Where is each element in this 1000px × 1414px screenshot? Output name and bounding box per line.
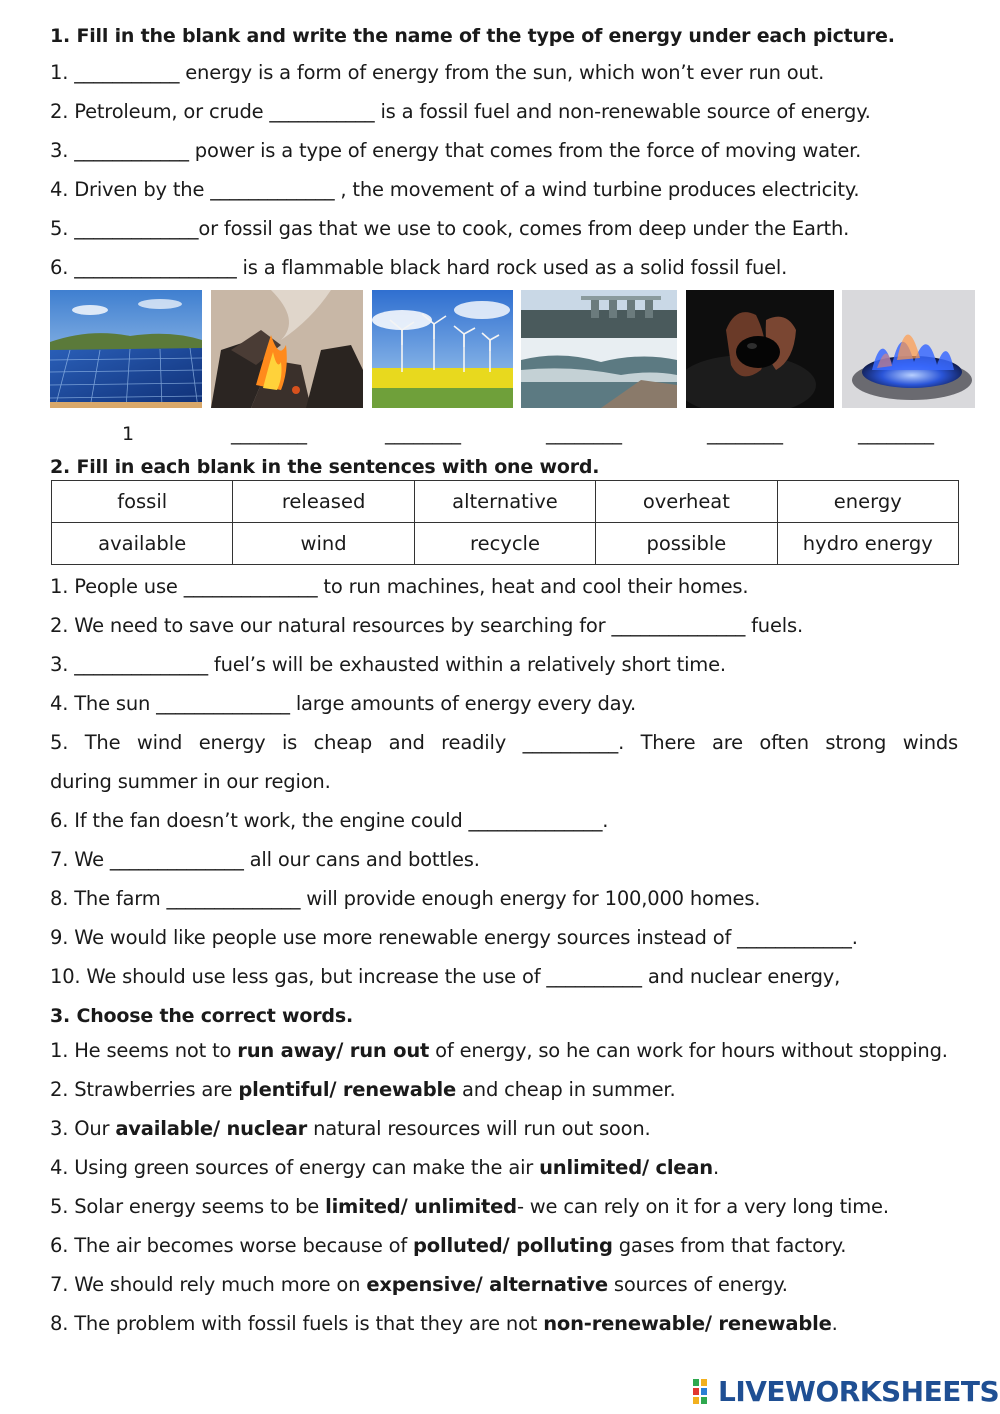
section3-item-3 xyxy=(50,1117,651,1140)
word-bank-cell: fossil xyxy=(52,481,233,523)
section2-line-1: 1. People use ______________ to run machines, heat and cool their homes. xyxy=(50,575,749,598)
item-text: 3. Our xyxy=(50,1117,116,1140)
item-text: and cheap in summer. xyxy=(456,1078,676,1101)
section3-item-8 xyxy=(50,1312,838,1335)
choice-options[interactable]: unlimited/ clean xyxy=(539,1156,713,1179)
picture-answer-blank-6[interactable]: ________ xyxy=(858,423,934,445)
word-bank-cell: alternative xyxy=(414,481,595,523)
burning-coal-photo xyxy=(211,290,363,408)
picture-label-1: 1 xyxy=(122,423,135,445)
liveworksheets-logo-icon xyxy=(692,1377,716,1405)
item-text: 7. We should rely much more on xyxy=(50,1273,367,1296)
section2-line-3: 3. ______________ fuel’s will be exhausted within a relatively short time. xyxy=(50,653,726,676)
word-bank-cell: available xyxy=(52,523,233,565)
item-text: 5. Solar energy seems to be xyxy=(50,1195,326,1218)
picture-answer-blank-4[interactable]: ________ xyxy=(546,423,622,445)
item-text: 8. The problem with fossil fuels is that they are not xyxy=(50,1312,544,1335)
word-bank-cell: hydro energy xyxy=(777,523,958,565)
liveworksheets-logo xyxy=(692,1373,999,1409)
picture-answer-blank-5[interactable]: ________ xyxy=(707,423,783,445)
section2-line-8: 8. The farm ______________ will provide enough energy for 100,000 homes. xyxy=(50,887,761,910)
item-text: gases from that factory. xyxy=(612,1234,847,1257)
section2-line-5-cont: during summer in our region. xyxy=(50,770,331,793)
choice-options[interactable]: available/ nuclear xyxy=(115,1117,308,1140)
word-bank-cell: recycle xyxy=(414,523,595,565)
item-text: 6. The air becomes worse because of xyxy=(50,1234,414,1257)
item-text: . xyxy=(831,1312,838,1335)
section2-line-6: 6. If the fan doesn’t work, the engine could ______________. xyxy=(50,809,609,832)
section1-line-5: 5. _____________or fossil gas that we use to cook, comes from deep under the Earth. xyxy=(50,217,850,240)
section3-item-1 xyxy=(50,1039,948,1062)
word-bank-cell: wind xyxy=(233,523,414,565)
choice-options[interactable]: polluted/ polluting xyxy=(413,1234,613,1257)
item-text: 2. Strawberries are xyxy=(50,1078,239,1101)
item-text: - we can rely on it for a very long time. xyxy=(516,1195,889,1218)
section2-line-2: 2. We need to save our natural resources by searching for ______________ fuels. xyxy=(50,614,803,637)
word-bank-cell: possible xyxy=(596,523,777,565)
section1-line-1: 1. ___________ energy is a form of energy from the sun, which won’t ever run out. xyxy=(50,61,825,84)
logo-text: LIVEWORKSHEETS xyxy=(718,1374,1000,1408)
solar-panels-photo xyxy=(50,290,202,408)
item-text: of energy, so he can work for hours without stopping. xyxy=(429,1039,948,1062)
word-bank-row xyxy=(52,481,959,523)
section2-line-5: 5. The wind energy is cheap and readily __________. There are often strong winds xyxy=(50,731,958,754)
item-text: . xyxy=(712,1156,719,1179)
section2-line-9: 9. We would like people use more renewable energy sources instead of ____________. xyxy=(50,926,858,949)
gas-flame-photo xyxy=(842,290,975,408)
section2-heading: 2. Fill in each blank in the sentences with one word. xyxy=(50,456,600,478)
choice-options[interactable]: run away/ run out xyxy=(237,1039,430,1062)
choice-options[interactable]: plentiful/ renewable xyxy=(238,1078,457,1101)
choice-options[interactable]: non-renewable/ renewable xyxy=(543,1312,832,1335)
item-text: 4. Using green sources of energy can make the air xyxy=(50,1156,540,1179)
choice-options[interactable]: expensive/ alternative xyxy=(366,1273,608,1296)
word-bank-table xyxy=(51,480,959,565)
choice-options[interactable]: limited/ unlimited xyxy=(325,1195,517,1218)
section1-line-3: 3. ____________ power is a type of energy that comes from the force of moving water. xyxy=(50,139,862,162)
section1-line-6: 6. _________________ is a flammable black hard rock used as a solid fossil fuel. xyxy=(50,256,788,279)
section2-line-7: 7. We ______________ all our cans and bottles. xyxy=(50,848,480,871)
section3-item-5 xyxy=(50,1195,889,1218)
item-text: sources of energy. xyxy=(607,1273,788,1296)
section3-item-4 xyxy=(50,1156,719,1179)
section2-line-4: 4. The sun ______________ large amounts of energy every day. xyxy=(50,692,636,715)
section2-line-10: 10. We should use less gas, but increase the use of __________ and nuclear energy, xyxy=(50,965,841,988)
item-text: natural resources will run out soon. xyxy=(307,1117,651,1140)
section3-item-2 xyxy=(50,1078,675,1101)
word-bank-cell: overheat xyxy=(596,481,777,523)
wind-turbines-photo xyxy=(372,290,513,408)
word-bank-cell: energy xyxy=(777,481,958,523)
section3-heading: 3. Choose the correct words. xyxy=(50,1005,353,1027)
section3-item-6 xyxy=(50,1234,846,1257)
word-bank-row xyxy=(52,523,959,565)
energy-pictures-row xyxy=(0,290,1000,412)
section1-line-4: 4. Driven by the _____________ , the movement of a wind turbine produces electricity. xyxy=(50,178,860,201)
section1-heading: 1. Fill in the blank and write the name of the type of energy under each picture. xyxy=(50,25,895,47)
picture-answer-blank-2[interactable]: ________ xyxy=(231,423,307,445)
hydro-dam-photo xyxy=(521,290,677,408)
crude-oil-hands-photo xyxy=(686,290,834,408)
picture-answer-row xyxy=(0,423,1000,449)
word-bank-cell: released xyxy=(233,481,414,523)
section1-line-2: 2. Petroleum, or crude ___________ is a fossil fuel and non-renewable source of energy. xyxy=(50,100,871,123)
picture-answer-blank-3[interactable]: ________ xyxy=(385,423,461,445)
item-text: 1. He seems not to xyxy=(50,1039,238,1062)
section3-item-7 xyxy=(50,1273,788,1296)
